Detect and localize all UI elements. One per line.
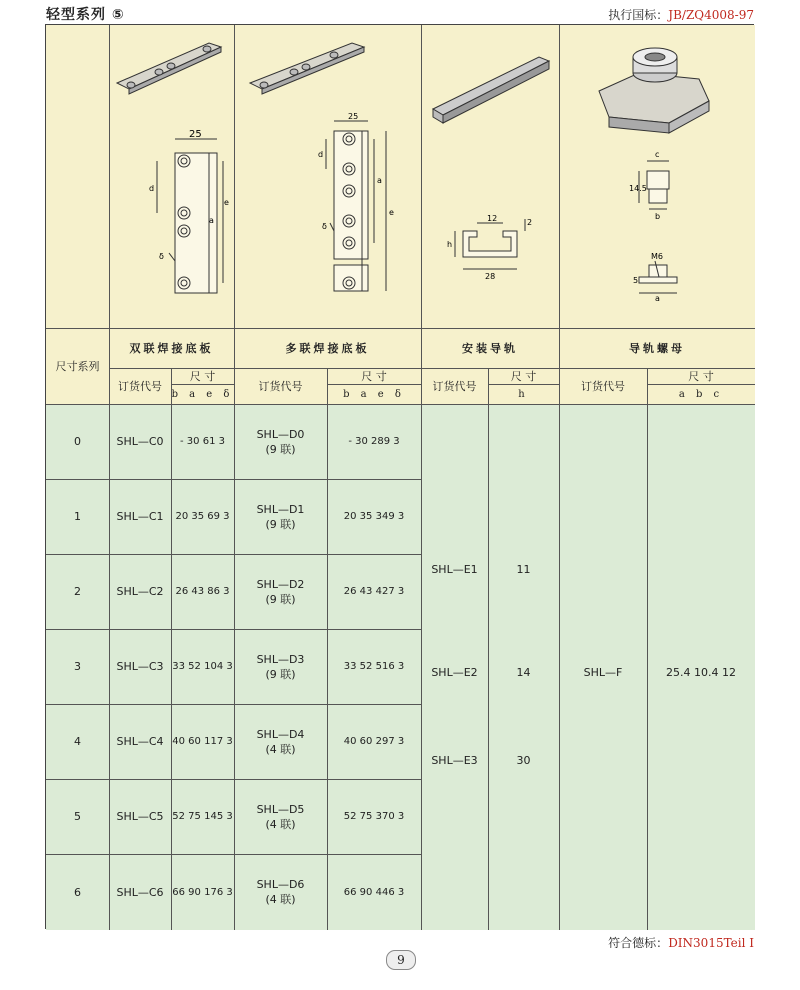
row-3-series: 3 bbox=[74, 660, 81, 673]
c-dims-header: b a e δ bbox=[171, 384, 234, 404]
c-dim-d: d bbox=[149, 184, 155, 193]
rail-drawing bbox=[421, 25, 559, 328]
row-6-d-code: SHL—D6 bbox=[256, 878, 305, 891]
row-6-d-dims: 66 90 446 3 bbox=[343, 886, 405, 898]
rail-nut-drawing bbox=[559, 25, 755, 328]
grid-line bbox=[647, 368, 648, 930]
grid-line bbox=[234, 25, 235, 930]
rail-e3-h: 30 bbox=[516, 753, 531, 767]
row-2-c-code: SHL—C2 bbox=[116, 585, 164, 598]
row-2-d-dims: 26 43 427 3 bbox=[343, 586, 405, 597]
row-5-c-dims: 52 75 145 3 bbox=[172, 811, 233, 822]
standard-reference bbox=[608, 6, 754, 23]
f-dims-header: a b c bbox=[647, 384, 755, 404]
d-dim-a: a bbox=[377, 176, 382, 185]
row-5-d-code-cell bbox=[234, 779, 327, 854]
c-dim-a: a bbox=[209, 216, 214, 225]
nut-dims: 25.4 10.4 12 bbox=[666, 665, 736, 679]
group-multi-weld-plate: 多联焊接底板 bbox=[234, 328, 421, 368]
double-weld-plate-drawing bbox=[109, 25, 234, 328]
grid-line bbox=[647, 384, 755, 385]
c-dim-25: 25 bbox=[189, 129, 202, 140]
multi-weld-plate-drawing bbox=[234, 25, 421, 328]
d-dim-delta: δ bbox=[322, 222, 327, 231]
row-2-d-code-cell bbox=[234, 554, 327, 629]
nut-svg bbox=[559, 25, 755, 328]
d-dim-25: 25 bbox=[348, 112, 359, 121]
row-4-d-dims: 40 60 297 3 bbox=[343, 736, 405, 747]
row-3-d-code: SHL—D3 bbox=[256, 652, 305, 666]
f-dim-14-5: 14.5 bbox=[629, 184, 647, 193]
grid-line bbox=[46, 328, 755, 329]
row-2-c-dims: 26 43 86 3 bbox=[175, 586, 230, 597]
grid-line bbox=[327, 384, 421, 385]
grid-line bbox=[421, 25, 422, 930]
spec-table bbox=[45, 24, 754, 929]
rail-e2-code: SHL—E2 bbox=[431, 665, 478, 679]
row-4-d-note: (4 联) bbox=[265, 742, 296, 756]
row-1-d-code-cell bbox=[234, 479, 327, 554]
row-3-c-code: SHL—C3 bbox=[116, 660, 164, 673]
row-3-d-code-cell bbox=[234, 629, 327, 704]
standard-code: JB/ZQ4008-97 bbox=[668, 8, 754, 22]
d-dim-d: d bbox=[318, 150, 324, 159]
series-title: 轻型系列 ⑤ bbox=[46, 7, 125, 23]
row-0-series: 0 bbox=[74, 435, 81, 448]
d-order-code-header: 订货代号 bbox=[234, 368, 327, 404]
grid-line bbox=[46, 404, 755, 405]
e-dim-2: 2 bbox=[527, 218, 533, 227]
row-4-c-code: SHL—C4 bbox=[116, 735, 164, 748]
e-dim-h: h bbox=[447, 240, 453, 249]
row-6-c-code: SHL—C6 bbox=[116, 885, 164, 899]
standard-label: 执行国标： bbox=[608, 8, 669, 22]
trademark-reference bbox=[608, 934, 754, 951]
row-3-d-dims: 33 52 516 3 bbox=[343, 661, 405, 672]
row-4-d-code: SHL—D4 bbox=[256, 727, 305, 741]
row-6-d-note: (4 联) bbox=[265, 893, 296, 906]
row-6-c-dims: 66 90 176 3 bbox=[172, 886, 233, 898]
row-6-series: 6 bbox=[74, 885, 81, 899]
row-4-d-code-cell bbox=[234, 704, 327, 779]
row-4-c-dims: 40 60 117 3 bbox=[172, 736, 233, 747]
d-dims-header: b a e δ bbox=[327, 384, 421, 404]
trademark-label: 符合德标： bbox=[608, 936, 669, 950]
f-order-code-header: 订货代号 bbox=[559, 368, 647, 404]
grid-line bbox=[109, 25, 110, 930]
group-rail-nut: 导轨螺母 bbox=[559, 328, 755, 368]
row-3-c-dims: 33 52 104 3 bbox=[172, 661, 233, 672]
f-dim-5: 5 bbox=[633, 276, 639, 285]
c-dim-e: e bbox=[224, 198, 229, 207]
size-series-header: 尺寸系列 bbox=[46, 328, 109, 404]
e-dim-28: 28 bbox=[485, 272, 496, 281]
row-1-d-note: (9 联) bbox=[265, 517, 296, 531]
grid-line bbox=[488, 384, 559, 385]
group-rail: 安装导轨 bbox=[421, 328, 559, 368]
row-1-series: 1 bbox=[74, 510, 81, 523]
double-weld-plate-svg bbox=[109, 25, 234, 328]
group-double-weld-plate: 双联焊接底板 bbox=[109, 328, 234, 368]
row-5-d-note: (4 联) bbox=[265, 817, 296, 831]
grid-line bbox=[171, 368, 172, 930]
rail-e1-code: SHL—E1 bbox=[431, 562, 478, 576]
trademark-code: DIN3015Teil I bbox=[668, 936, 754, 950]
row-2-series: 2 bbox=[74, 585, 81, 598]
row-0-d-code: SHL—D0 bbox=[256, 427, 305, 441]
d-dim-e: e bbox=[389, 208, 394, 217]
multi-weld-plate-svg bbox=[234, 25, 421, 328]
e-dims-header: h bbox=[488, 384, 559, 404]
row-0-c-code: SHL—C0 bbox=[116, 435, 164, 448]
e-order-code-header: 订货代号 bbox=[421, 368, 488, 404]
row-0-d-dims: - 30 289 3 bbox=[348, 436, 400, 447]
page-number: 9 bbox=[386, 950, 416, 970]
row-1-c-code: SHL—C1 bbox=[116, 510, 164, 523]
rail-e1-h: 11 bbox=[516, 562, 531, 576]
grid-line bbox=[488, 368, 489, 930]
row-0-d-note: (9 联) bbox=[265, 442, 296, 456]
grid-line bbox=[559, 25, 560, 930]
f-dim-c: c bbox=[655, 150, 660, 159]
e-dim-12: 12 bbox=[487, 214, 498, 223]
f-dim-m6: M6 bbox=[651, 252, 663, 261]
row-1-d-dims: 20 35 349 3 bbox=[343, 511, 405, 522]
grid-line bbox=[327, 368, 328, 930]
row-5-d-dims: 52 75 370 3 bbox=[343, 811, 405, 822]
row-5-d-code: SHL—D5 bbox=[256, 802, 305, 816]
c-order-code-header: 订货代号 bbox=[109, 368, 171, 404]
c-size-header: 尺 寸 bbox=[171, 368, 234, 384]
nut-code: SHL—F bbox=[583, 665, 623, 679]
f-dim-a: a bbox=[655, 294, 660, 303]
rail-svg bbox=[421, 25, 559, 328]
row-5-series: 5 bbox=[74, 810, 81, 823]
grid-line bbox=[109, 368, 755, 369]
row-0-d-code-cell bbox=[234, 404, 327, 479]
row-0-c-dims: - 30 61 3 bbox=[180, 436, 225, 447]
row-3-d-note: (9 联) bbox=[265, 667, 296, 681]
rail-e2-h: 14 bbox=[516, 665, 531, 679]
f-dim-b: b bbox=[655, 212, 661, 221]
image-row-blank bbox=[46, 25, 109, 328]
row-5-c-code: SHL—C5 bbox=[116, 810, 164, 823]
row-2-d-code: SHL—D2 bbox=[256, 577, 305, 591]
row-4-series: 4 bbox=[74, 735, 81, 748]
d-size-header: 尺 寸 bbox=[327, 368, 421, 384]
f-size-header: 尺 寸 bbox=[647, 368, 755, 384]
c-dim-delta: δ bbox=[159, 252, 164, 261]
grid-line bbox=[171, 384, 234, 385]
row-1-c-dims: 20 35 69 3 bbox=[175, 511, 230, 522]
e-size-header: 尺 寸 bbox=[488, 368, 559, 384]
row-1-d-code: SHL—D1 bbox=[256, 502, 305, 516]
rail-e3-code: SHL—E3 bbox=[431, 753, 478, 767]
row-6-d-code-cell bbox=[234, 854, 327, 930]
row-2-d-note: (9 联) bbox=[265, 592, 296, 606]
